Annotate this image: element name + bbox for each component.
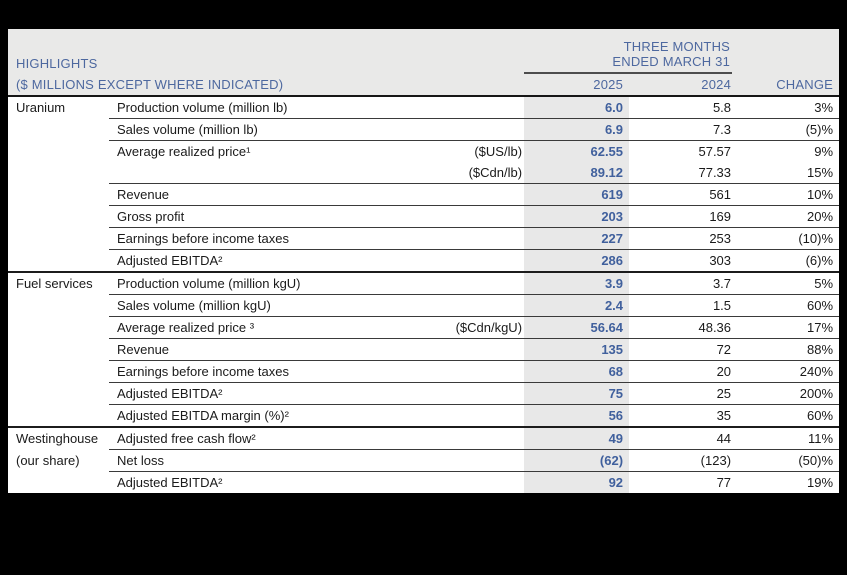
group-label-cell bbox=[8, 141, 109, 163]
row-label-cell bbox=[109, 162, 409, 184]
value-2025-cell: (62) bbox=[524, 450, 629, 472]
value-2024-cell: 253 bbox=[629, 228, 732, 250]
value-2025-cell: 2.4 bbox=[524, 295, 629, 317]
group-label-cell bbox=[8, 361, 109, 383]
change-cell: 240% bbox=[732, 361, 839, 383]
value-2025-cell: 75 bbox=[524, 383, 629, 405]
unit-cell bbox=[409, 339, 524, 361]
value-2024-cell: 35 bbox=[629, 405, 732, 428]
unit-cell bbox=[409, 228, 524, 250]
row-label-cell: Production volume (million lb) bbox=[109, 96, 409, 119]
row-label-cell: Revenue bbox=[109, 184, 409, 206]
header-spacer bbox=[732, 29, 839, 73]
group-label-cell: Westinghouse bbox=[8, 427, 109, 450]
change-cell: 9% bbox=[732, 141, 839, 163]
group-label-cell bbox=[8, 339, 109, 361]
unit-cell bbox=[409, 250, 524, 273]
value-2024-cell: 169 bbox=[629, 206, 732, 228]
value-2024-cell: 7.3 bbox=[629, 119, 732, 141]
row-label-cell: Adjusted EBITDA² bbox=[109, 383, 409, 405]
value-2024-cell: 77.33 bbox=[698, 165, 732, 180]
change-cell: 17% bbox=[732, 317, 839, 339]
unit-cell: ($US/lb) bbox=[409, 141, 524, 163]
value-2025-cell: 135 bbox=[524, 339, 629, 361]
row-label-cell: Net loss bbox=[109, 450, 409, 472]
table-row bbox=[8, 472, 839, 494]
group-label-cell bbox=[8, 119, 109, 141]
value-2024-cell: 44 bbox=[629, 427, 732, 450]
change-cell: 19% bbox=[732, 472, 839, 494]
table-header bbox=[8, 29, 839, 96]
table-row bbox=[8, 361, 839, 383]
value-2024-cell: (123) bbox=[629, 450, 732, 472]
value-2024-cell: 1.5 bbox=[629, 295, 732, 317]
value-2025-cell: 56.64 bbox=[524, 317, 629, 339]
row-label-cell: Average realized price ³ bbox=[109, 317, 409, 339]
period-header bbox=[524, 29, 732, 73]
unit-cell bbox=[409, 272, 524, 295]
value-2025-cell: 49 bbox=[524, 427, 629, 450]
value-2025-cell: 56 bbox=[524, 405, 629, 428]
change-cell: 10% bbox=[732, 184, 839, 206]
unit-cell bbox=[409, 405, 524, 428]
value-2024-cell: 5.8 bbox=[629, 96, 732, 119]
table-row bbox=[8, 405, 839, 428]
row-label-cell: Revenue bbox=[109, 339, 409, 361]
value-2025-cell: 62.55 bbox=[524, 141, 629, 163]
row-label-cell: Adjusted EBITDA margin (%)² bbox=[109, 405, 409, 428]
table-body bbox=[8, 96, 839, 493]
table-title: HIGHLIGHTS bbox=[8, 29, 524, 73]
table-row bbox=[8, 317, 839, 339]
group-label-cell bbox=[8, 228, 109, 250]
unit-cell bbox=[409, 450, 524, 472]
change-cell: 60% bbox=[732, 405, 839, 428]
value-2025-cell: 92 bbox=[524, 472, 629, 494]
group-label-cell bbox=[8, 250, 109, 273]
table-subtitle: ($ MILLIONS EXCEPT WHERE INDICATED) bbox=[8, 73, 524, 96]
change-cell: 15% bbox=[807, 165, 834, 180]
unit-cell bbox=[409, 427, 524, 450]
group-label-cell bbox=[8, 184, 109, 206]
table-row bbox=[8, 272, 839, 295]
value-2024-cell: 48.36 bbox=[629, 317, 732, 339]
group-label-cell bbox=[8, 383, 109, 405]
value-2025-cell: 6.9 bbox=[524, 119, 629, 141]
change-cell: 11% bbox=[732, 427, 839, 450]
value-2025-cell: 3.9 bbox=[524, 272, 629, 295]
value-2024-cell: 303 bbox=[629, 250, 732, 273]
unit-cell bbox=[409, 472, 524, 494]
row-label-cell: Production volume (million kgU) bbox=[109, 272, 409, 295]
row-label-cell: Adjusted EBITDA² bbox=[109, 250, 409, 273]
change-cell: 3% bbox=[732, 96, 839, 119]
value-2025-cell: 89.12 bbox=[524, 162, 629, 184]
group-label-cell: Uranium bbox=[8, 96, 109, 119]
unit-cell: ($Cdn/lb) bbox=[468, 165, 523, 180]
row-label-cell: Earnings before income taxes bbox=[109, 361, 409, 383]
change-cell: 88% bbox=[732, 339, 839, 361]
unit-cell: ($Cdn/kgU) bbox=[409, 317, 524, 339]
period-line2: ENDED MARCH 31 bbox=[612, 54, 731, 69]
column-header-2025: 2025 bbox=[524, 73, 629, 96]
change-cell: 20% bbox=[732, 206, 839, 228]
change-cell: (5)% bbox=[732, 119, 839, 141]
table-row bbox=[8, 141, 839, 163]
unit-cell bbox=[409, 295, 524, 317]
highlights-panel bbox=[8, 29, 839, 493]
value-2025-cell: 286 bbox=[524, 250, 629, 273]
value-2024-cell: 3.7 bbox=[629, 272, 732, 295]
header-row-columns bbox=[8, 73, 839, 96]
unit-cell bbox=[409, 119, 524, 141]
value-2024-cell: 20 bbox=[629, 361, 732, 383]
highlights-table bbox=[8, 29, 839, 493]
group-label-cell bbox=[8, 317, 109, 339]
value-2024-cell: 57.57 bbox=[629, 141, 732, 163]
value-2025-cell: 68 bbox=[524, 361, 629, 383]
row-label-cell: Adjusted free cash flow² bbox=[109, 427, 409, 450]
row-label-cell: Average realized price¹ bbox=[109, 141, 409, 163]
table-row bbox=[8, 383, 839, 405]
unit-cell bbox=[409, 206, 524, 228]
change-cell: 200% bbox=[732, 383, 839, 405]
table-row bbox=[8, 295, 839, 317]
table-row bbox=[8, 450, 839, 472]
unit-cell bbox=[409, 361, 524, 383]
period-line1: THREE MONTHS bbox=[623, 39, 731, 54]
table-row bbox=[8, 206, 839, 228]
column-header-change: CHANGE bbox=[732, 73, 839, 96]
table-row bbox=[8, 228, 839, 250]
value-2024-cell: 77 bbox=[629, 472, 732, 494]
table-row bbox=[8, 162, 839, 184]
value-2024-cell: 25 bbox=[629, 383, 732, 405]
table-row bbox=[8, 250, 839, 273]
change-cell: (10)% bbox=[732, 228, 839, 250]
change-cell: (50)% bbox=[732, 450, 839, 472]
group-label-cell bbox=[8, 162, 109, 184]
table-row bbox=[8, 96, 839, 119]
row-label-cell: Earnings before income taxes bbox=[109, 228, 409, 250]
value-2025-cell: 203 bbox=[524, 206, 629, 228]
value-2024-cell: 72 bbox=[629, 339, 732, 361]
group-label-cell bbox=[8, 295, 109, 317]
row-label-cell: Sales volume (million kgU) bbox=[109, 295, 409, 317]
column-header-2024: 2024 bbox=[629, 73, 732, 96]
row-label-cell: Gross profit bbox=[109, 206, 409, 228]
unit-cell bbox=[409, 383, 524, 405]
header-row-period bbox=[8, 29, 839, 73]
unit-cell bbox=[409, 96, 524, 119]
change-cell: 60% bbox=[732, 295, 839, 317]
table-row bbox=[8, 339, 839, 361]
value-2024-cell: 561 bbox=[629, 184, 732, 206]
table-row bbox=[8, 184, 839, 206]
group-label-cell bbox=[8, 472, 109, 494]
group-label-cell bbox=[8, 405, 109, 428]
group-label-cell: Fuel services bbox=[8, 272, 109, 295]
table-row bbox=[8, 427, 839, 450]
row-label-cell: Adjusted EBITDA² bbox=[109, 472, 409, 494]
change-cell: (6)% bbox=[732, 250, 839, 273]
unit-cell bbox=[409, 184, 524, 206]
row-label-cell: Sales volume (million lb) bbox=[109, 119, 409, 141]
group-label-cell: (our share) bbox=[16, 453, 80, 468]
value-2025-cell: 6.0 bbox=[524, 96, 629, 119]
value-2025-cell: 619 bbox=[524, 184, 629, 206]
group-label-cell bbox=[8, 206, 109, 228]
table-row bbox=[8, 119, 839, 141]
value-2025-cell: 227 bbox=[524, 228, 629, 250]
change-cell: 5% bbox=[732, 272, 839, 295]
